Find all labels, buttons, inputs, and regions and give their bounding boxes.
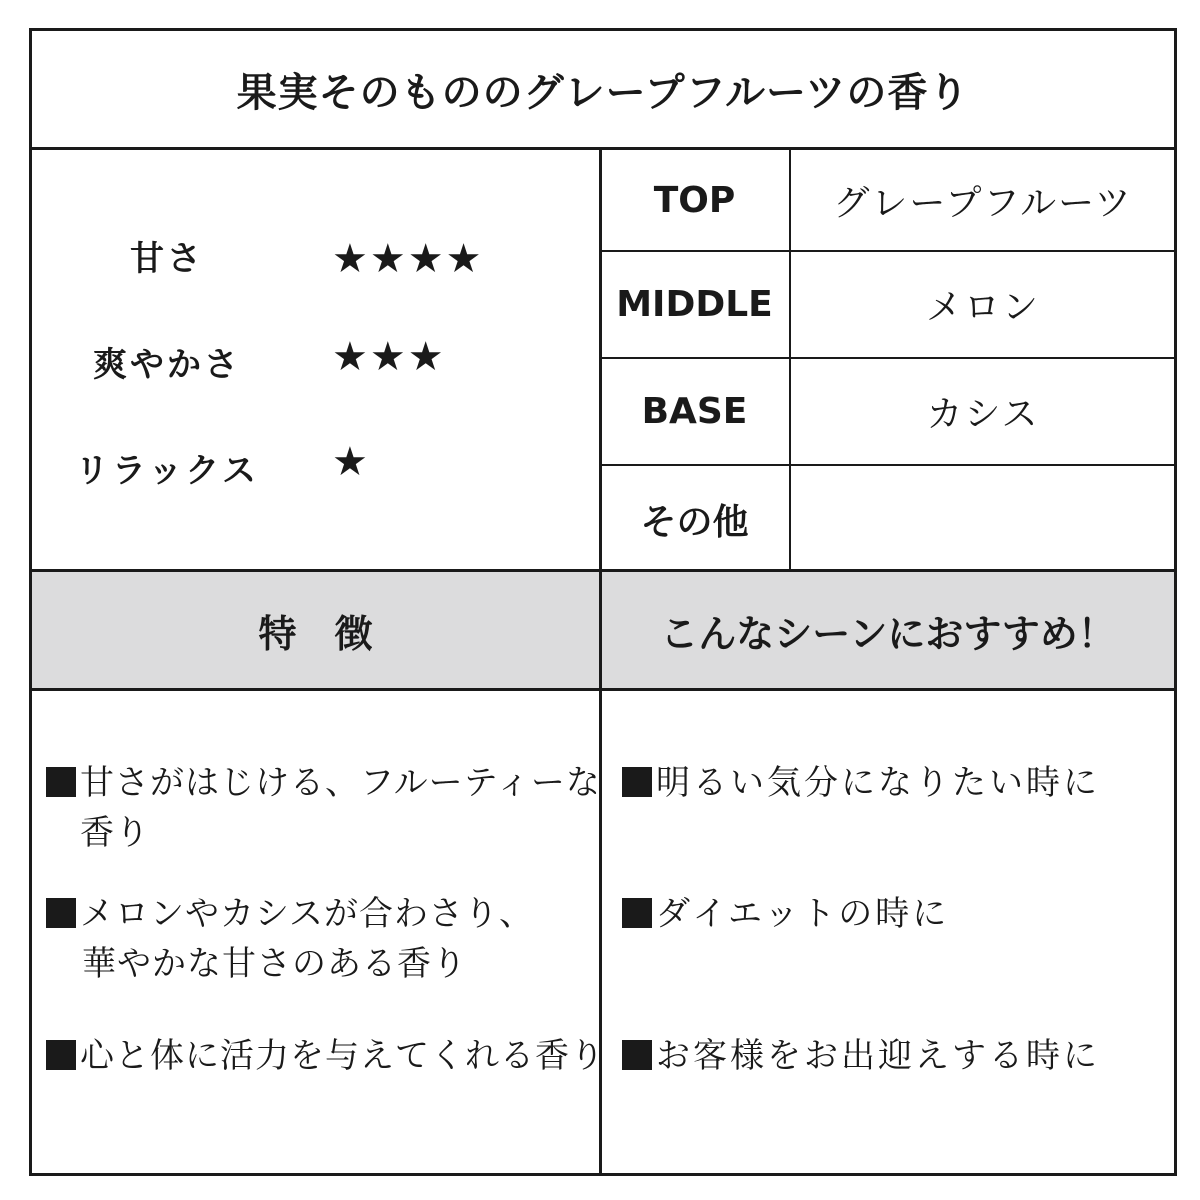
note-label-other: その他 <box>640 501 749 543</box>
list-item <box>46 889 534 989</box>
note-label-top: TOP <box>653 179 736 221</box>
fragrance-card <box>29 28 1177 1176</box>
scene-line: お客様をお出迎えする時に <box>656 1036 1100 1076</box>
list-item <box>622 889 949 939</box>
feature-line: 心と体に活力を与えてくれる香り <box>80 1036 605 1076</box>
feature-line: 甘さがはじける、フルーティーな <box>80 763 601 803</box>
note-value-middle: メロン <box>925 287 1040 328</box>
square-bullet-icon <box>46 1040 76 1070</box>
square-bullet-icon <box>46 767 76 797</box>
scene-line: 明るい気分になりたい時に <box>656 763 1100 803</box>
list-item <box>46 1031 605 1081</box>
feature-line: メロンやカシスが合わさり、 <box>80 894 534 934</box>
list-item <box>622 1031 1100 1081</box>
divider <box>32 688 1174 691</box>
card-title: 果実そのもののグレープフルーツの香り <box>236 69 970 116</box>
square-bullet-icon <box>622 1040 652 1070</box>
list-item <box>46 758 601 858</box>
features-heading: 特 徴 <box>32 572 599 688</box>
rating-label-sweetness: 甘さ <box>130 239 204 279</box>
note-value-base: カシス <box>926 394 1040 435</box>
rating-stars-sweetness: ★★★★ <box>332 236 484 282</box>
note-label-base: BASE <box>641 391 748 432</box>
feature-line: 華やかな甘さのある香り <box>82 944 467 984</box>
scene-line: ダイエットの時に <box>656 894 950 934</box>
divider <box>789 147 791 572</box>
rating-stars-freshness: ★★★ <box>332 334 446 380</box>
rating-stars-relax: ★ <box>332 439 370 485</box>
list-item <box>622 758 1100 808</box>
rating-label-relax: リラックス <box>75 451 259 491</box>
scenes-heading: こんなシーンにおすすめ！ <box>602 572 1174 688</box>
square-bullet-icon <box>46 898 76 928</box>
square-bullet-icon <box>622 898 652 928</box>
feature-line: 香り <box>80 813 150 853</box>
square-bullet-icon <box>622 767 652 797</box>
note-label-middle: MIDDLE <box>616 284 773 325</box>
note-value-other <box>792 466 1174 572</box>
note-value-top: グレープフルーツ <box>833 182 1133 224</box>
rating-label-freshness: 爽やかさ <box>93 345 241 385</box>
